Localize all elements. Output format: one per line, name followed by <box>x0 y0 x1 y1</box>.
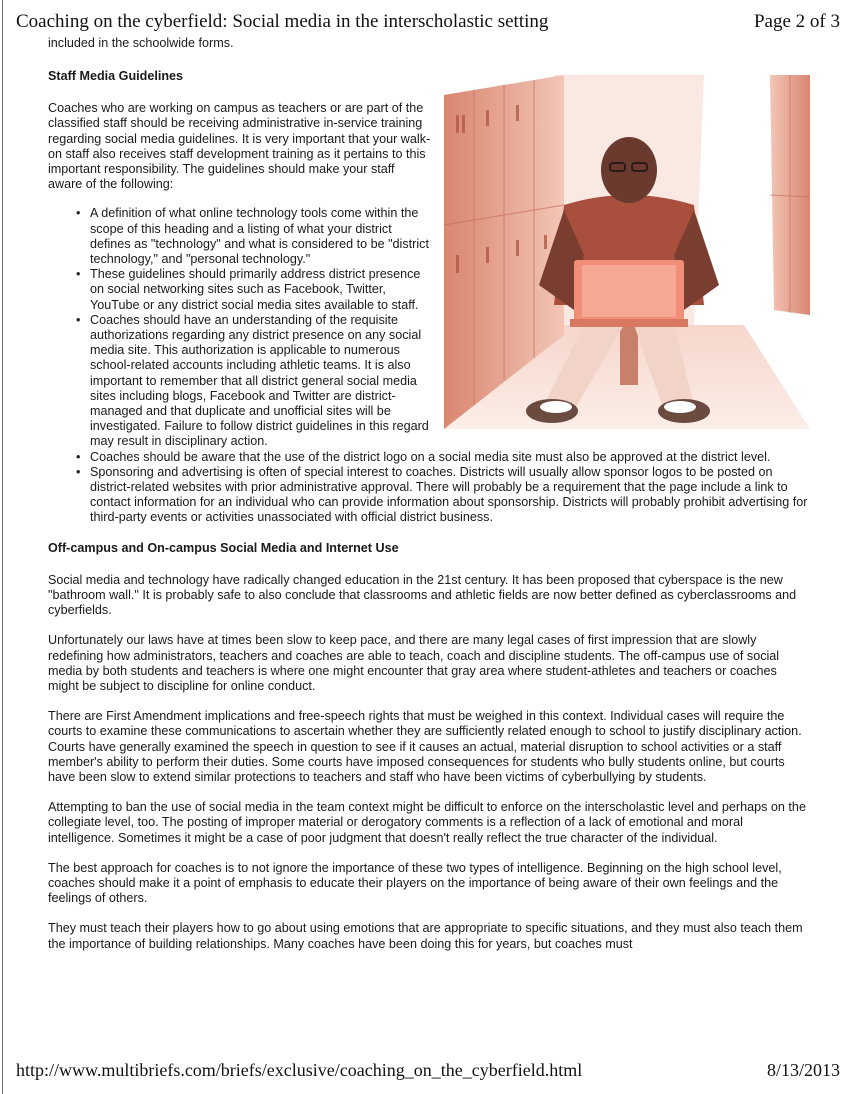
staff-guidelines-heading: Staff Media Guidelines <box>48 69 184 84</box>
paragraph: Social media and technology have radically changed education in the 21st century. It has been proposed that cyberspace is the new "bathroom wall." It is probably safe to also conclude that classrooms and athletic fields are now better defined as cyberclassrooms and cyberfields. <box>48 572 797 618</box>
intro-line: included in the schoolwide forms. <box>48 36 234 50</box>
list-item: • Sponsoring and advertising is often of special interest to coaches. Districts will usually allow sponsor logos to be posted on district-related websites with prior administrative approval. There will probably be a requirement that the page include a link to contact information for an individual who can provide information about sponsorship. Districts will probably prohibit advertising for third-party events or activities unassociated with official district business. <box>90 465 808 526</box>
list-item: • Coaches should have an understanding of the requisite authorizations regarding any district presence on any social media site. This authorization is applicable to numerous school-related accounts including athletic teams. It is also important to remember that all district general social media sites including blogs, Facebook and Twitter are district-managed and that duplicate and unofficial sites will be investigated. Failure to follow district guidelines in this regard may result in disciplinary action. <box>90 313 808 450</box>
list-item: • Coaches should be aware that the use of the district logo on a social media site must also be approved at the district level. <box>90 450 808 465</box>
paragraph: Unfortunately our laws have at times been slow to keep pace, and there are many legal cases of first impression that are slowly redefining how administrators, teachers and coaches are able to teach, coach and discipline students. The off-campus use of social media by both students and teachers is where one might encounter that gray area where student-athletes and teachers or coaches might be subject to discipline for online conduct. <box>48 633 780 693</box>
page-edge <box>2 0 3 1094</box>
offcampus-heading: Off-campus and On-campus Social Media and Internet Use <box>48 540 399 555</box>
list-item: • A definition of what online technology tools come within the scope of this heading and a listing of what your district defines as "technology" and what is considered to be "district technology," and "personal technology." <box>90 206 808 267</box>
paragraph: Attempting to ban the use of social media in the team context might be difficult to enforce on the interscholastic level and perhaps on the collegiate level, too. The posting of improper material or derogatory comments is a reflection of a lack of emotional and moral intelligence. Sometimes it might be a case of poor judgment that doesn't really reflect the true character of the individual. <box>48 800 806 845</box>
footer-url: http://www.multibriefs.com/briefs/exclusive/coaching_on_the_cyberfield.html <box>16 1060 583 1080</box>
paragraph: The best approach for coaches is to not ignore the importance of these two types of intelligence. Beginning on the high school level, coaches should make it a point of emphasis to educate their players on the importance of being aware of their own feelings and the feelings of others. <box>48 860 782 906</box>
article-body <box>48 36 808 952</box>
staff-guidelines-paragraph: Coaches who are working on campus as teachers or are part of the classified staff should be receiving administrative in-service training regarding social media guidelines. It is very important that your walk-on staff also receives staff development training as it pertains to this important responsibility. The guidelines should make your staff aware of the following: <box>48 101 431 192</box>
list-item: • These guidelines should primarily address district presence on social networking sites such as Facebook, Twitter, YouTube or any district social media sites available to staff. <box>90 267 808 313</box>
paragraph: They must teach their players how to go about using emotions that are appropriate to specific situations, and they must also teach them the importance of building relationships. Many coaches have been doing this for years, but coaches must <box>48 921 803 951</box>
guidelines-list <box>48 206 808 525</box>
page-header-title: Coaching on the cyberfield: Social media in the interscholastic setting <box>16 11 549 32</box>
paragraph: There are First Amendment implications and free-speech rights that must be weighed in this context. Individual cases will require the courts to examine these communications to ascertain whether they are sufficiently related enough to school to justify disciplinary action. Courts have generally examined the speech in question to see if it causes an actual, material disruption to school activities or a staff member's ability to perform their duties. Some courts have imposed consequences for students who bully students online, but courts have been slow to extend similar protections to teachers and staff who have been victims of cyberbullying by students. <box>48 709 802 784</box>
page-number: Page 2 of 3 <box>753 11 840 32</box>
footer-date: 8/13/2013 <box>766 1060 840 1080</box>
